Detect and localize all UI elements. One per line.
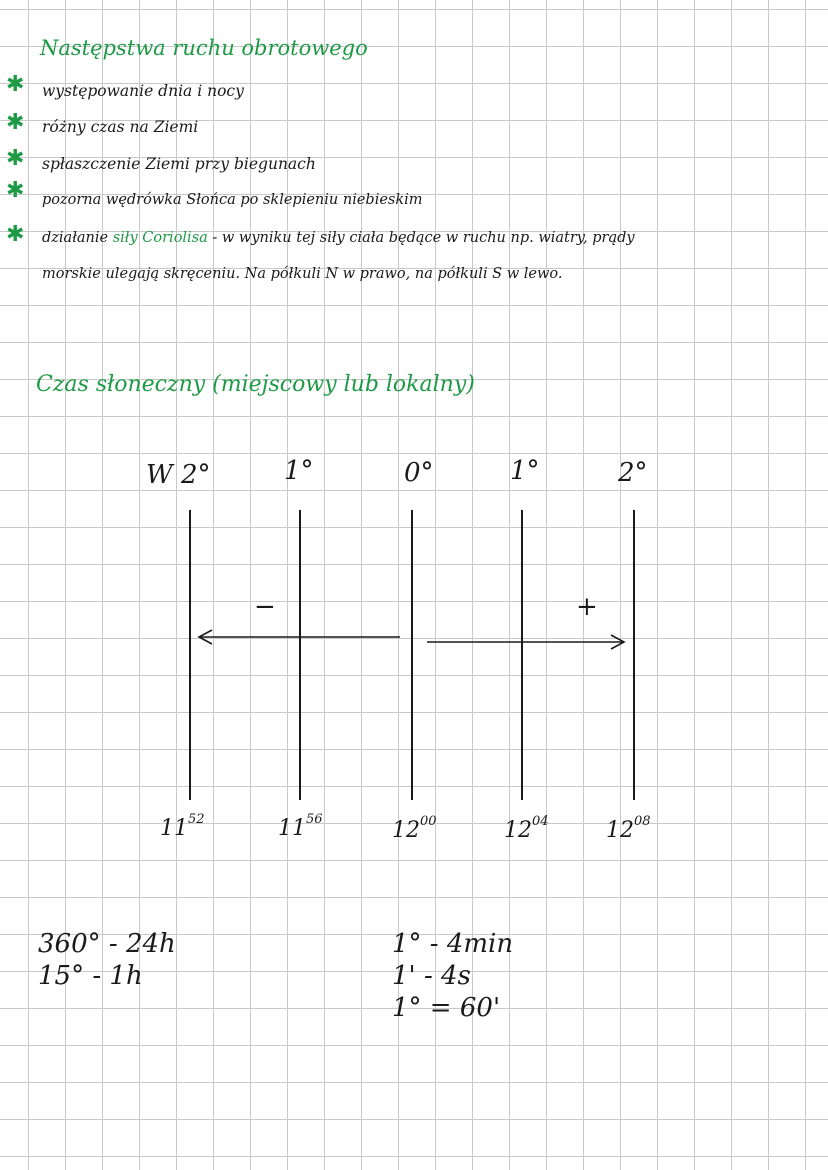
coriolis-suffix: - w wyniku tej siły ciała będące w ruchu np. wiatry, prądy — [207, 230, 635, 246]
meridian-label-e1: 1° — [510, 456, 540, 486]
section-title-rotation: Następstwa ruchu obrotowego — [40, 36, 368, 60]
note-line: 1° = 60' — [392, 993, 501, 1023]
coriolis-highlight: siły Coriolisa — [112, 230, 208, 246]
bullet-day-night: występowanie dnia i nocy — [42, 82, 244, 100]
plus-sign: + — [576, 592, 598, 622]
coriolis-prefix: działanie — [42, 230, 113, 246]
asterisk-icon: ✱ — [6, 110, 25, 135]
time-label-w2 — [160, 812, 205, 841]
note-line: 1° - 4min — [392, 929, 514, 959]
asterisk-icon: ✱ — [6, 222, 25, 247]
bullet-time-difference: różny czas na Ziemi — [42, 118, 199, 136]
meridian-label-w1: 1° — [284, 456, 314, 486]
note-line: 15° - 1h — [38, 961, 143, 991]
time-minute: 56 — [306, 812, 323, 827]
time-minute: 52 — [188, 812, 205, 827]
note-line: 360° - 24h — [38, 929, 176, 959]
asterisk-icon: ✱ — [6, 72, 25, 97]
coriolis-line-2: morskie ulegają skręceniu. Na półkuli N w prawo, na półkuli S w lewo. — [42, 266, 563, 282]
notes-right — [392, 928, 513, 1024]
bullet-sun-path: pozorna wędrówka Słońca po sklepieniu niebieskim — [42, 192, 423, 208]
time-minute: 04 — [532, 814, 549, 829]
time-hour: 11 — [160, 816, 188, 841]
meridian-label-e2: 2° — [618, 458, 648, 488]
time-label-e2 — [606, 814, 651, 843]
bullet-flattening: spłaszczenie Ziemi przy biegunach — [42, 155, 316, 173]
time-hour: 12 — [504, 818, 532, 843]
notes-left — [38, 928, 176, 992]
asterisk-icon: ✱ — [6, 146, 25, 171]
section-title-solar-time: Czas słoneczny (miejscowy lub lokalny) — [36, 372, 475, 397]
minus-sign: − — [254, 592, 276, 622]
asterisk-icon: ✱ — [6, 178, 25, 203]
time-hour: 11 — [278, 816, 306, 841]
meridian-label-0: 0° — [404, 458, 434, 488]
time-label-e1 — [504, 814, 549, 843]
time-minute: 00 — [420, 814, 437, 829]
time-label-w1 — [278, 812, 323, 841]
time-hour: 12 — [606, 818, 634, 843]
time-minute: 08 — [634, 814, 651, 829]
time-hour: 12 — [392, 818, 420, 843]
time-label-0 — [392, 814, 437, 843]
note-line: 1' - 4s — [392, 961, 471, 991]
meridian-label-w2: W 2° — [146, 460, 211, 490]
